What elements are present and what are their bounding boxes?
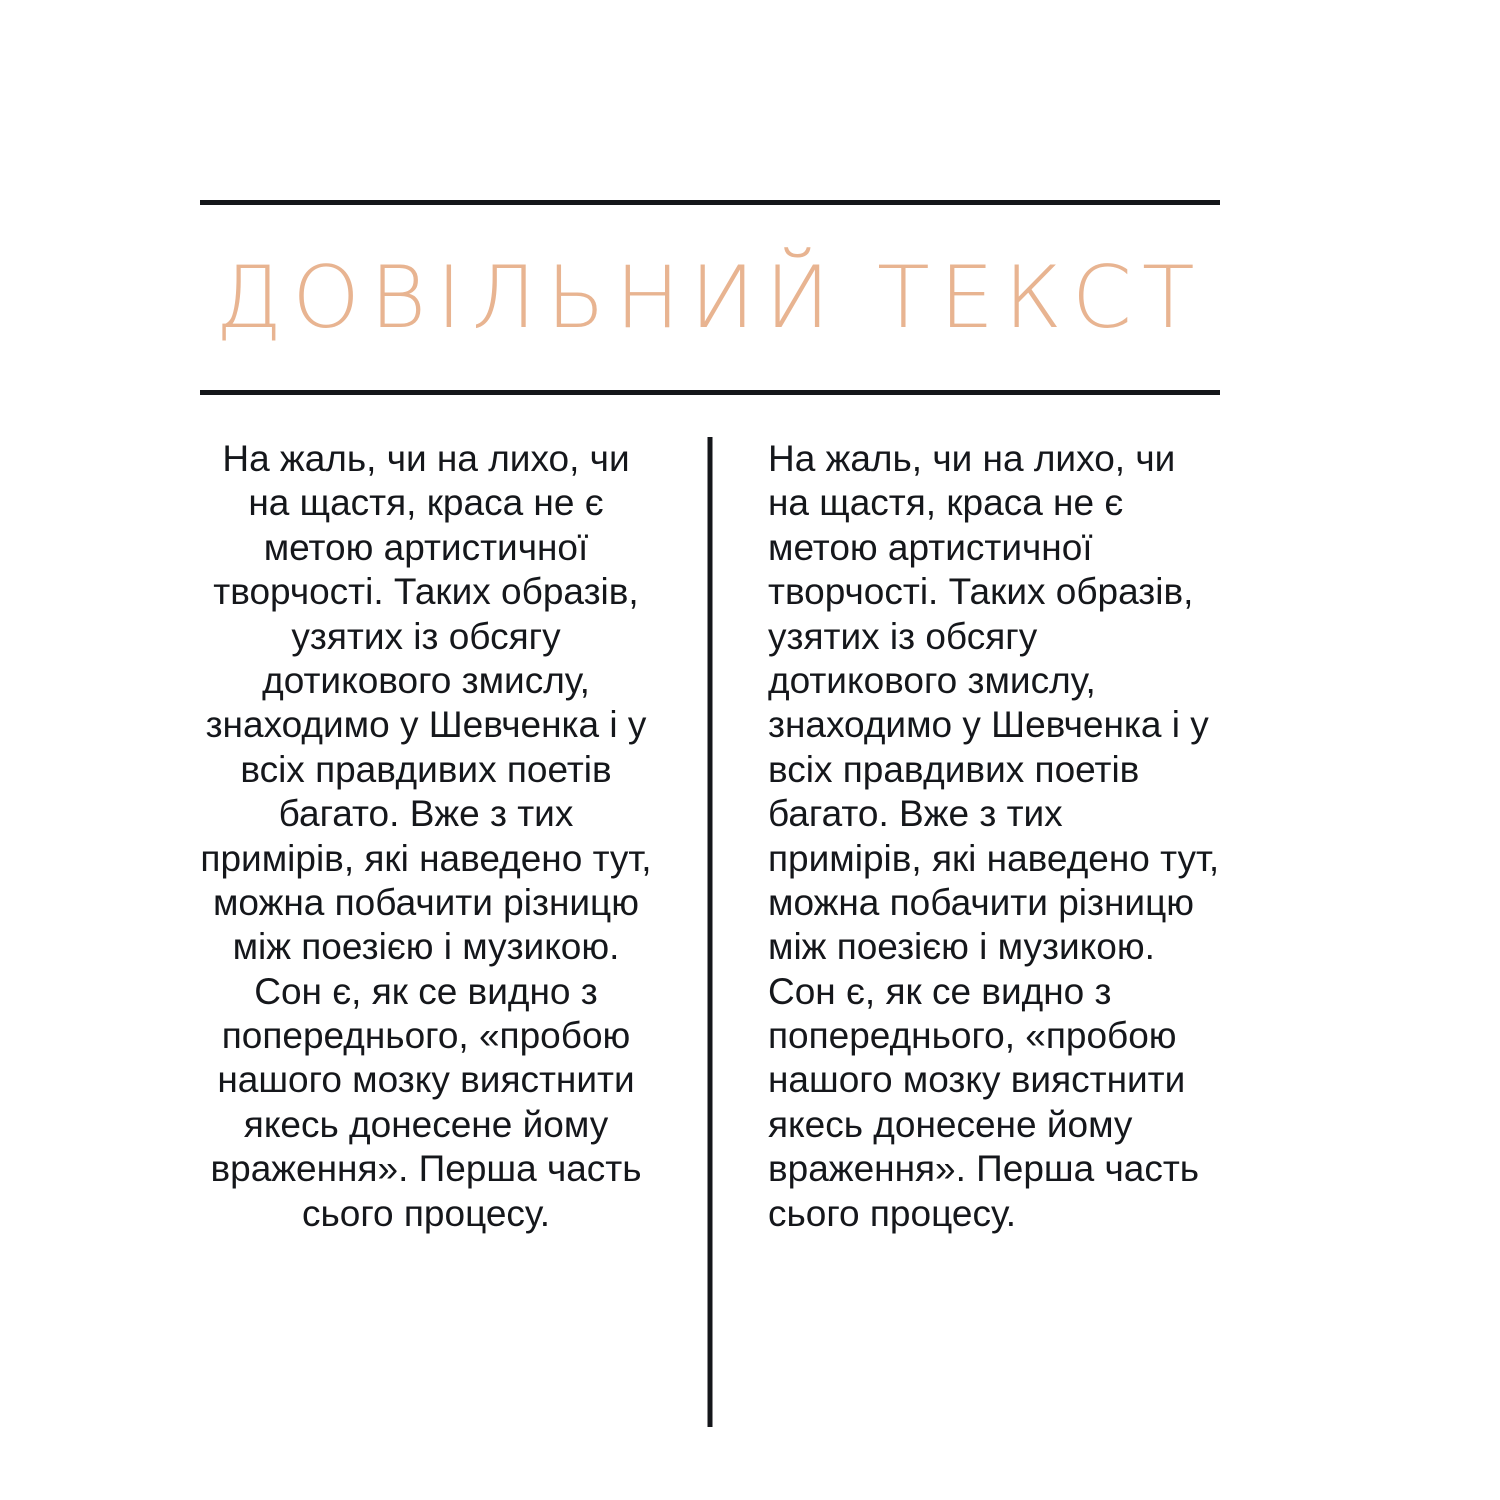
paragraph-left: На жаль, чи на лихо, чи на щастя, краса не є метою артистичної творчості. Таких образів, узятих із обсягу дотикового змислу, знаходимо у Шевченка і у всіх правдивих поетів багато. Вже з тих примірів, які наведено тут, можна побачити різницю між поезією і музикою. Сон є, як се видно з попереднього, «пробою нашого мозку виястнити якесь донесене йому враження». Перша часть сього процесу. — [200, 438, 652, 1234]
document-content — [200, 200, 1220, 1427]
column-divider — [708, 437, 713, 1427]
paragraph-right: На жаль, чи на лихо, чи на щастя, краса не є метою артистичної творчості. Таких образів, узятих із обсягу дотикового змислу, знаходимо у Шевченка і у всіх правдивих поетів багато. Вже з тих примірів, які наведено тут, можна побачити різницю між поезією і музикою. Сон є, як се видно з попереднього, «пробою нашого мозку виястнити якесь донесене йому враження». Перша часть сього процесу. — [768, 438, 1220, 1234]
text-column-left — [200, 437, 710, 1427]
page-title: ДОВІЛЬНИЙ ТЕКСТ — [215, 247, 1205, 348]
title-rule-bottom — [200, 390, 1220, 395]
text-column-right — [710, 437, 1220, 1427]
title-band — [200, 205, 1220, 390]
text-columns — [200, 437, 1220, 1427]
